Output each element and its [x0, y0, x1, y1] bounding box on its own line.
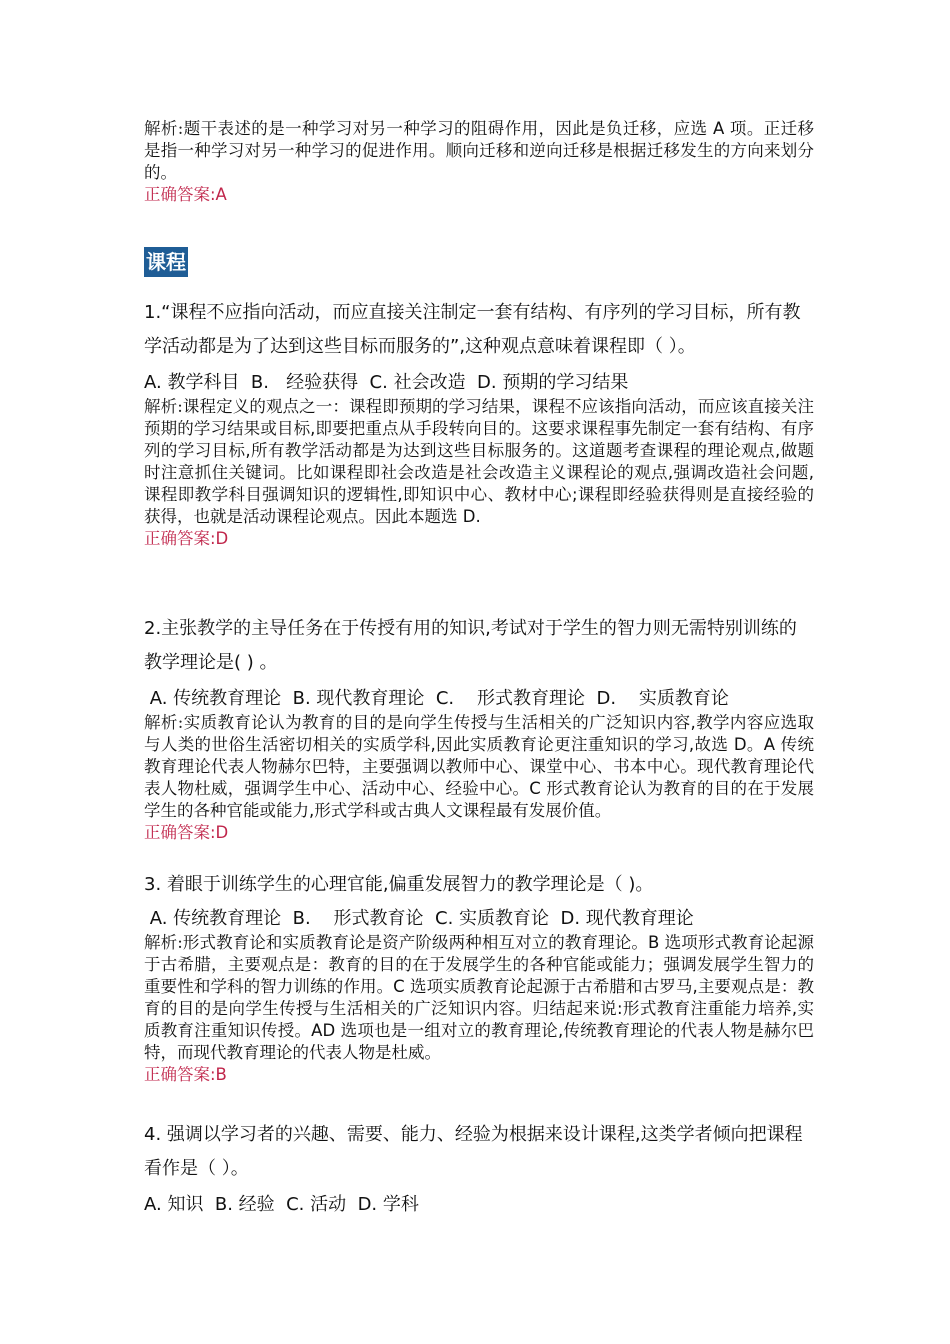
explanation-label: 解析:: [144, 713, 184, 732]
question-stem: 2.主张教学的主导任务在于传授有用的知识,考试对于学生的智力则无需特别训练的教学理论是( ) 。: [144, 618, 797, 673]
explanation-label: 解析:: [144, 397, 183, 416]
question-options: A. 知识 B. 经验 C. 活动 D. 学科: [144, 1194, 419, 1215]
question-options: A. 传统教育理论 B. 形式教育论 C. 实质教育论 D. 现代教育理论: [144, 908, 694, 929]
question-3: [144, 868, 814, 1086]
explanation-body: 题干表述的是一种学习对另一种学习的阻碍作用，因此是负迁移，应选 A 项。正迁移是指一种学习对另一种学习的促进作用。顺向迁移和逆向迁移是根据迁移发生的方向来划分的。: [144, 119, 814, 182]
correct-answer: 正确答案:D: [144, 823, 229, 842]
explanation-body: 课程定义的观点之一：课程即预期的学习结果，课程不应该指向活动，而应该直接关注预期的学习结果或目标,即要把重点从手段转向目的。这要求课程事先制定一套有结构、有序列的学习目标,所有教学活动都是为达到这些目标服务的。这道题考查课程的理论观点,做题时注意抓住关键词。比如课程即社会改造是社会改造主义课程论的观点,强调改造社会问题,课程即教学科目强调知识的逻辑性,即知识中心、教材中心;课程即经验获得则是直接经验的获得，也就是活动课程论观点。因此本题选 D.: [144, 397, 814, 526]
explanation-body: 形式教育论和实质教育论是资产阶级两种相互对立的教育理论。B 选项形式教育论起源于古希腊，主要观点是：教育的目的在于发展学生的各种官能或能力；强调发展学生智力的重要性和学科的智力训练的作用。C 选项实质教育论起源于古希腊和古罗马,主要观点是：教育的目的是向学生传授与生活相关的广泛知识内容。归结起来说:形式教育注重能力培养,实质教育注重知识传授。AD 选项也是一组对立的教育理论,传统教育理论的代表人物是赫尔巴特，而现代教育理论的代表人物是杜威。: [144, 933, 814, 1062]
question-1: [144, 296, 814, 550]
question-stem: 1.“课程不应指向活动，而应直接关注制定一套有结构、有序列的学习目标，所有教学活动都是为了达到这些目标而服务的”,这种观点意味着课程即（ ）。: [144, 302, 801, 357]
correct-answer: 正确答案:A: [144, 185, 227, 204]
question-options: A. 传统教育理论 B. 现代教育理论 C. 形式教育理论 D. 实质教育论: [144, 688, 729, 709]
explanation-text: [144, 712, 814, 822]
explanation-text: [144, 932, 814, 1064]
explanation-text: [144, 118, 814, 184]
question-4: [144, 1118, 814, 1218]
section-heading: 课程: [144, 247, 188, 277]
explanation-body: 实质教育论认为教育的目的是向学生传授与生活相关的广泛知识内容,教学内容应选取与人类的世俗生活密切相关的实质学科,因此实质教育论更注重知识的学习,故选 D。A 传统教育理论代表人物赫尔巴特，主要强调以教师中心、课堂中心、书本中心。现代教育理论代表人物杜威，强调学生中心、活动中心、经验中心。C 形式教育论认为教育的目的在于发展学生的各种官能或能力,形式学科或古典人文课程最有发展价值。: [144, 713, 814, 820]
explanation-label: 解析:: [144, 933, 183, 952]
correct-answer: 正确答案:D: [144, 529, 229, 548]
question-options: A. 教学科目 B. 经验获得 C. 社会改造 D. 预期的学习结果: [144, 372, 629, 393]
intro-block: [144, 118, 814, 206]
explanation-text: [144, 396, 814, 528]
question-stem: 4. 强调以学习者的兴趣、需要、能力、经验为根据来设计课程,这类学者倾向把课程看作是（ ）。: [144, 1124, 803, 1179]
question-stem: 3. 着眼于训练学生的心理官能,偏重发展智力的教学理论是（ )。: [144, 874, 654, 895]
question-2: [144, 612, 814, 844]
explanation-label: 解析:: [144, 119, 184, 138]
correct-answer: 正确答案:B: [144, 1065, 227, 1084]
